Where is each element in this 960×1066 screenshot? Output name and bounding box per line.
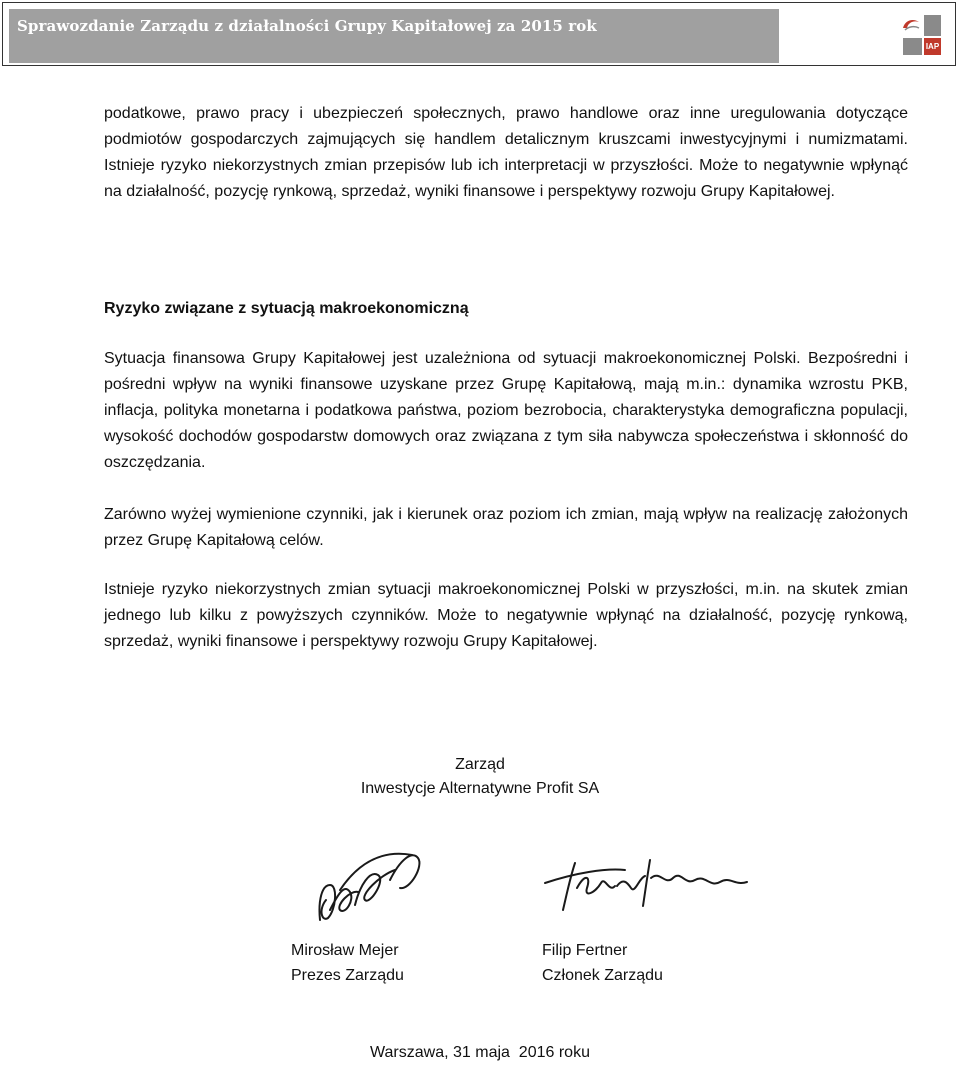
page-header (2, 2, 956, 66)
paragraph-4: Istnieje ryzyko niekorzystnych zmian sytuacji makroekonomicznej Polski w przyszłości, m.in. na skutek zmian jednego lub kilku z powyższych czynników. Może to negatywnie wpłynąć na działalność, pozycję rynkową, sprzedaż, wyniki finansowe i perspektywy rozwoju Grupy Kapitałowej. (104, 581, 908, 650)
paragraph-2: Sytuacja finansowa Grupy Kapitałowej jest uzależniona od sytuacji makroekonomicznej Polski. Bezpośredni i pośredni wpływ na wyniki finansowe uzyskane przez Grupę Kapitałową, mają m.in.: dynamika wzrostu PKB, inflacja, polityka monetarna i podatkowa państwa, poziom bezrobocia, charakterystyka demograficzna populacji, wysokość dochodów gospodarstw domowych oraz związana z tym siła nabywcza społeczeństwa i skłonność do oszczędzania. (104, 350, 908, 471)
company-logo (899, 12, 947, 58)
paragraph-regulatory-risk (104, 101, 908, 205)
signer-1-name: Mirosław Mejer (291, 942, 399, 959)
logo-block-top (924, 15, 941, 36)
signer-2 (542, 938, 663, 988)
signer-2-name: Filip Fertner (542, 942, 628, 959)
board-label: Zarząd (455, 756, 505, 773)
paragraph-macro-situation (104, 346, 908, 476)
logo-iap-text: IAP (924, 38, 941, 55)
signature-mejer (300, 830, 440, 930)
paragraph-macro-risk (104, 577, 908, 655)
signer-2-role: Członek Zarządu (542, 967, 663, 984)
paragraph-factors (104, 502, 908, 554)
paragraph-3: Zarówno wyżej wymienione czynniki, jak i kierunek oraz poziom ich zmian, mają wpływ na realizację założonych przez Grupę Kapitałową celów. (104, 506, 908, 549)
logo-block-left (903, 38, 922, 55)
company-name: Inwestycje Alternatywne Profit SA (360, 780, 600, 797)
signer-1-role: Prezes Zarządu (291, 967, 404, 984)
logo-swoosh-icon (899, 14, 921, 36)
signer-1 (291, 938, 404, 988)
signature-fertner (535, 848, 755, 918)
section-heading: Ryzyko związane z sytuacją makroekonomiczną (104, 300, 469, 317)
header-title: Sprawozdanie Zarządu z działalności Grupy Kapitałowej za 2015 rok (17, 17, 597, 35)
place-and-date: Warszawa, 31 maja 2016 roku (370, 1044, 590, 1061)
paragraph-1: podatkowe, prawo pracy i ubezpieczeń społecznych, prawo handlowe oraz inne uregulowania dotyczące podmiotów gospodarczych zajmujących się handlem detalicznym kruszcami inwestycyjnymi i numizmatami. Istnieje ryzyko niekorzystnych zmian przepisów lub ich interpretacji w przyszłości. Może to negatywnie wpłynąć na działalność, pozycję rynkową, sprzedaż, wyniki finansowe i perspektywy rozwoju Grupy Kapitałowej. (104, 105, 908, 200)
